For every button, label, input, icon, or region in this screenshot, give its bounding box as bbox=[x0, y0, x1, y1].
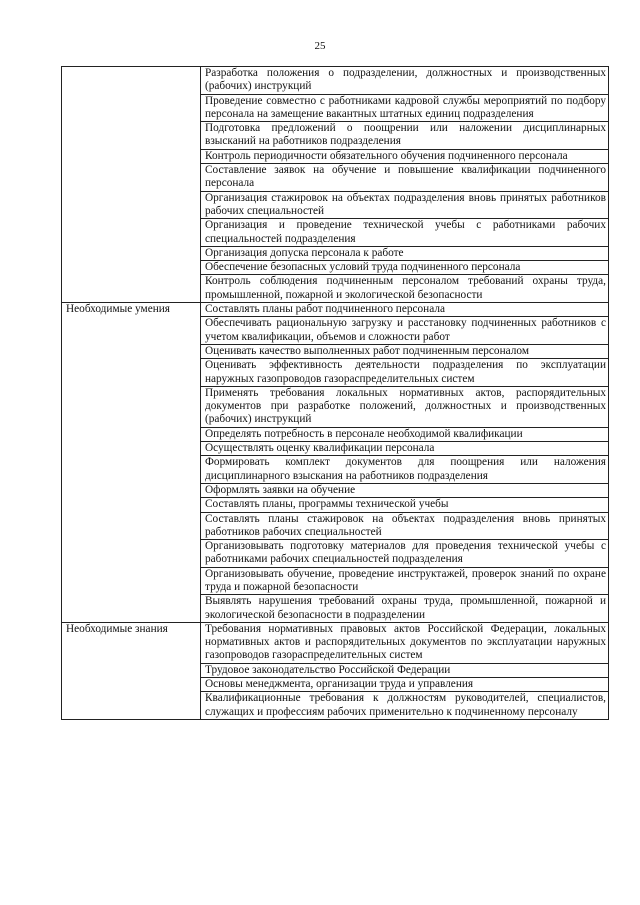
requirement-item: Составлять планы стажировок на объектах подразделения вновь принятых работников рабочих специальностей bbox=[201, 512, 609, 540]
requirement-item: Выявлять нарушения требований охраны труда, промышленной, пожарной и экологической безопасности в подразделении bbox=[201, 595, 609, 623]
requirement-item: Составлять планы, программы технической учебы bbox=[201, 498, 609, 512]
requirement-item: Обеспечение безопасных условий труда подчиненного персонала bbox=[201, 261, 609, 275]
section-label bbox=[62, 67, 201, 303]
table-row bbox=[62, 303, 609, 317]
requirement-item: Трудовое законодательство Российской Федерации bbox=[201, 663, 609, 677]
section-label: Необходимые умения bbox=[62, 303, 201, 623]
requirement-item: Определять потребность в персонале необходимой квалификации bbox=[201, 427, 609, 441]
page-number: 25 bbox=[314, 40, 326, 52]
requirement-item: Подготовка предложений о поощрении или наложении дисциплинарных взысканий на работников подразделения bbox=[201, 122, 609, 150]
requirement-item: Составлять планы работ подчиненного персонала bbox=[201, 303, 609, 317]
requirement-item: Организация стажировок на объектах подразделения вновь принятых работников рабочих специальностей bbox=[201, 191, 609, 219]
requirement-item: Организовывать подготовку материалов для проведения технической учебы с работниками рабочих специальностей подразделения bbox=[201, 540, 609, 568]
requirement-item: Организация и проведение технической учебы с работниками рабочих специальностей подразделения bbox=[201, 219, 609, 247]
requirement-item: Оценивать эффективность деятельности подразделения по эксплуатации наружных газопроводов газораспределительных систем bbox=[201, 359, 609, 387]
requirement-item: Проведение совместно с работниками кадровой службы мероприятий по подбору персонала на замещение вакантных штатных единиц подразделения bbox=[201, 94, 609, 122]
requirement-item: Квалификационные требования к должностям руководителей, специалистов, служащих и профессиям рабочих применительно к подчиненному персоналу bbox=[201, 692, 609, 720]
requirement-item: Оценивать качество выполненных работ подчиненным персоналом bbox=[201, 344, 609, 358]
requirement-item: Организация допуска персонала к работе bbox=[201, 246, 609, 260]
requirements-table bbox=[61, 66, 609, 720]
requirement-item: Применять требования локальных нормативных актов, распорядительных документов при разработке положений, должностных и производственных (рабочих) инструкций bbox=[201, 386, 609, 427]
requirement-item: Обеспечивать рациональную загрузку и расстановку подчиненных работников с учетом квалификации, объемов и сложности работ bbox=[201, 317, 609, 345]
requirements-table-body bbox=[62, 67, 609, 720]
requirement-item: Составление заявок на обучение и повышение квалификации подчиненного персонала bbox=[201, 164, 609, 192]
table-row bbox=[62, 622, 609, 663]
requirement-item: Осуществлять оценку квалификации персонала bbox=[201, 442, 609, 456]
table-row bbox=[62, 67, 609, 95]
requirement-item: Контроль соблюдения подчиненным персоналом требований охраны труда, промышленной, пожарной и экологической безопасности bbox=[201, 275, 609, 303]
requirement-item: Формировать комплект документов для поощрения или наложения дисциплинарного взыскания на работников подразделения bbox=[201, 456, 609, 484]
section-label: Необходимые знания bbox=[62, 622, 201, 719]
requirement-item: Основы менеджмента, организации труда и управления bbox=[201, 678, 609, 692]
requirement-item: Организовывать обучение, проведение инструктажей, проверок знаний по охране труда и пожарной безопасности bbox=[201, 567, 609, 595]
requirement-item: Требования нормативных правовых актов Российской Федерации, локальных нормативных актов и распорядительных документов по эксплуатации наружных газопроводов газораспределительных систем bbox=[201, 622, 609, 663]
requirement-item: Разработка положения о подразделении, должностных и производственных (рабочих) инструкций bbox=[201, 67, 609, 95]
requirement-item: Оформлять заявки на обучение bbox=[201, 483, 609, 497]
requirement-item: Контроль периодичности обязательного обучения подчиненного персонала bbox=[201, 149, 609, 163]
